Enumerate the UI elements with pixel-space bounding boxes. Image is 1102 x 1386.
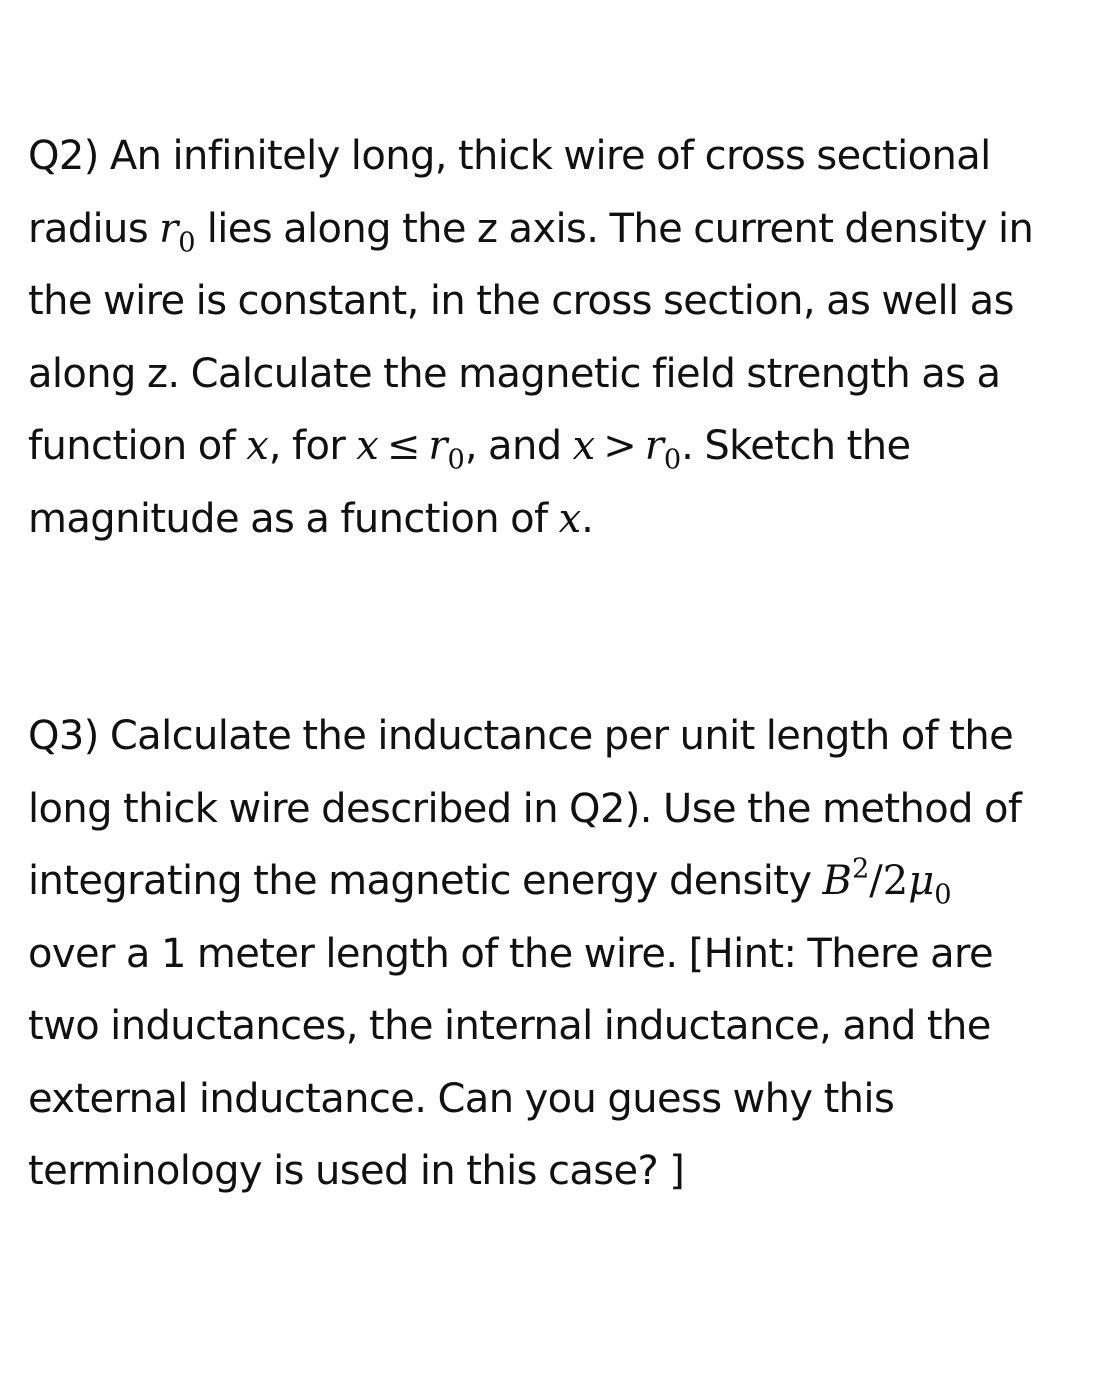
q3-line-6: external inductance. Can you guess why this: [28, 1075, 895, 1122]
q2-line-6: [28, 483, 1098, 556]
q2-text: , for: [268, 423, 357, 469]
q3-line-5: two inductances, the internal inductance, and the: [28, 1003, 991, 1049]
q2-line-5: [28, 410, 1098, 483]
q2-text: radius: [28, 205, 160, 252]
q2-text: function of: [28, 423, 247, 469]
math-inequality-le: $x \le r_0$: [356, 423, 465, 476]
math-inequality-gt: $x > r_0$: [572, 423, 682, 476]
q2-text: .: [581, 495, 594, 542]
q2-line-4: along z. Calculate the magnetic field strength as a: [28, 350, 1001, 397]
q3-line-4: over a 1 meter length of the wire. [Hint: There are: [28, 930, 994, 977]
q3-text: integrating the magnetic energy density: [28, 858, 823, 904]
q2-text: , and: [464, 423, 573, 469]
document-page: [28, 120, 1098, 1208]
q3-line-7: terminology is used in this case? ]: [28, 1148, 685, 1194]
q2-text: . Sketch the: [681, 423, 911, 469]
math-x: x: [246, 423, 269, 469]
q3-line-1: Q3) Calculate the inductance per unit length of the: [28, 713, 1014, 759]
q2-text: lies along the z axis. The current density in: [195, 205, 1034, 252]
question-3: [28, 700, 1098, 1208]
q3-line-2: long thick wire described in Q2). Use the method of: [28, 785, 1022, 832]
q2-line-2: [28, 193, 1098, 266]
question-2: [28, 120, 1098, 555]
q2-text: magnitude as a function of: [28, 495, 559, 542]
math-energy-density: $B^2/2\mu_0$: [822, 853, 952, 911]
q3-line-3: [28, 845, 1098, 918]
q2-line-1: Q2) An infinitely long, thick wire of cross sectional: [28, 133, 991, 179]
math-x: x: [558, 495, 582, 542]
math-r0: $r_0$: [159, 205, 196, 259]
q2-line-3: the wire is constant, in the cross section, as well as: [28, 278, 1014, 324]
